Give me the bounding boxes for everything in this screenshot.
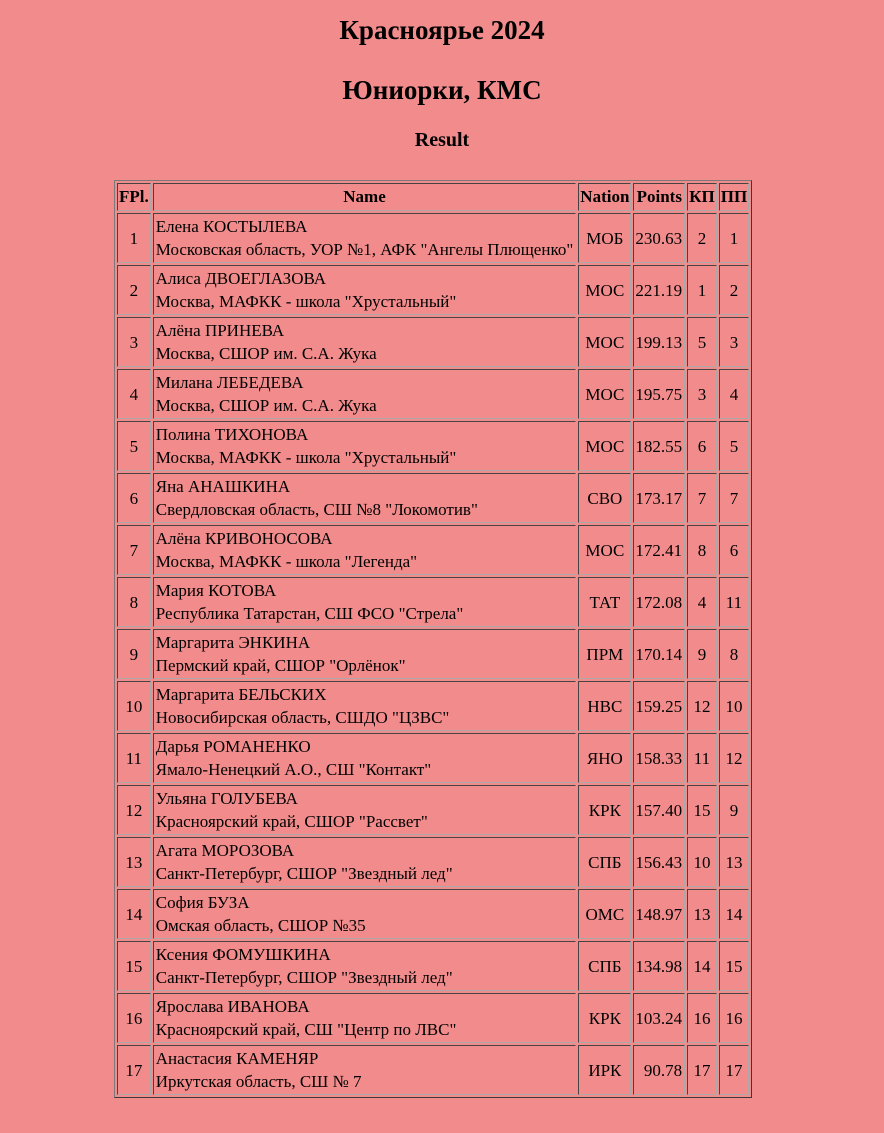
pp-cell: 2 (719, 265, 749, 315)
club-name: Москва, МАФКК - школа "Хрустальный" (155, 292, 457, 311)
kp-cell: 7 (687, 473, 717, 523)
nation-cell: МОБ (578, 213, 631, 263)
table-row (117, 213, 749, 263)
results-table (114, 180, 752, 1098)
name-cell (153, 785, 577, 835)
athlete-name: Мария КОТОВА (155, 581, 277, 600)
nation-cell: КРК (578, 785, 631, 835)
pp-cell: 8 (719, 629, 749, 679)
name-cell (153, 213, 577, 263)
place-cell: 13 (117, 837, 151, 887)
table-row (117, 525, 749, 575)
place-cell: 2 (117, 265, 151, 315)
pp-cell: 12 (719, 733, 749, 783)
athlete-name: Маргарита ЭНКИНА (155, 633, 311, 652)
section-title: Result (414, 129, 470, 151)
pp-cell: 1 (719, 213, 749, 263)
results-table-header (117, 183, 749, 211)
club-name: Новосибирская область, СШДО "ЦЗВС" (155, 708, 450, 727)
points-cell: 148.97 (633, 889, 685, 939)
nation-cell: МОС (578, 317, 631, 367)
place-cell: 6 (117, 473, 151, 523)
athlete-name: Яна АНАШКИНА (155, 477, 291, 496)
club-name: Москва, СШОР им. С.А. Жука (155, 396, 377, 415)
club-name: Москва, СШОР им. С.А. Жука (155, 344, 377, 363)
header-points: Points (633, 183, 685, 211)
place-cell: 4 (117, 369, 151, 419)
nation-cell: ПРМ (578, 629, 631, 679)
points-cell: 199.13 (633, 317, 685, 367)
nation-cell: МОС (578, 525, 631, 575)
name-cell (153, 525, 577, 575)
table-row (117, 941, 749, 991)
table-row (117, 629, 749, 679)
name-cell (153, 317, 577, 367)
kp-cell: 3 (687, 369, 717, 419)
points-cell: 158.33 (633, 733, 685, 783)
name-cell (153, 421, 577, 471)
points-cell: 170.14 (633, 629, 685, 679)
name-cell (153, 265, 577, 315)
table-row (117, 317, 749, 367)
header-row (117, 183, 749, 211)
kp-cell: 16 (687, 993, 717, 1043)
pp-cell: 6 (719, 525, 749, 575)
place-cell: 10 (117, 681, 151, 731)
name-cell (153, 733, 577, 783)
kp-cell: 1 (687, 265, 717, 315)
athlete-name: Агата МОРОЗОВА (155, 841, 295, 860)
kp-cell: 2 (687, 213, 717, 263)
points-cell: 173.17 (633, 473, 685, 523)
kp-cell: 17 (687, 1045, 717, 1095)
place-cell: 14 (117, 889, 151, 939)
nation-cell: СВО (578, 473, 631, 523)
place-cell: 9 (117, 629, 151, 679)
pp-cell: 4 (719, 369, 749, 419)
place-cell: 11 (117, 733, 151, 783)
name-cell (153, 629, 577, 679)
nation-cell: СПБ (578, 837, 631, 887)
kp-cell: 9 (687, 629, 717, 679)
kp-cell: 13 (687, 889, 717, 939)
points-cell: 134.98 (633, 941, 685, 991)
table-row (117, 421, 749, 471)
pp-cell: 17 (719, 1045, 749, 1095)
points-cell: 221.19 (633, 265, 685, 315)
club-name: Санкт-Петербург, СШОР "Звездный лед" (155, 968, 453, 987)
points-cell: 156.43 (633, 837, 685, 887)
club-name: Иркутская область, СШ № 7 (155, 1072, 362, 1091)
table-row (117, 369, 749, 419)
page-header (0, 14, 884, 152)
name-cell (153, 577, 577, 627)
kp-cell: 15 (687, 785, 717, 835)
nation-cell: ИРК (578, 1045, 631, 1095)
kp-cell: 11 (687, 733, 717, 783)
nation-cell: КРК (578, 993, 631, 1043)
points-cell: 157.40 (633, 785, 685, 835)
athlete-name: Ярослава ИВАНОВА (155, 997, 310, 1016)
name-cell (153, 681, 577, 731)
points-cell: 159.25 (633, 681, 685, 731)
header-nation: Nation (578, 183, 631, 211)
results-table-body (117, 213, 749, 1095)
name-cell (153, 889, 577, 939)
place-cell: 16 (117, 993, 151, 1043)
points-cell: 182.55 (633, 421, 685, 471)
athlete-name: Ульяна ГОЛУБЕВА (155, 789, 298, 808)
athlete-name: Алиса ДВОЕГЛАЗОВА (155, 269, 327, 288)
place-cell: 3 (117, 317, 151, 367)
club-name: Санкт-Петербург, СШОР "Звездный лед" (155, 864, 453, 883)
table-row (117, 265, 749, 315)
nation-cell: МОС (578, 265, 631, 315)
nation-cell: МОС (578, 369, 631, 419)
nation-cell: ОМС (578, 889, 631, 939)
header-name: Name (153, 183, 577, 211)
name-cell (153, 369, 577, 419)
points-cell: 103.24 (633, 993, 685, 1043)
athlete-name: Алёна ПРИНЕВА (155, 321, 285, 340)
name-cell (153, 837, 577, 887)
nation-cell: МОС (578, 421, 631, 471)
place-cell: 1 (117, 213, 151, 263)
kp-cell: 12 (687, 681, 717, 731)
place-cell: 8 (117, 577, 151, 627)
place-cell: 5 (117, 421, 151, 471)
pp-cell: 16 (719, 993, 749, 1043)
nation-cell: ЯНО (578, 733, 631, 783)
nation-cell: СПБ (578, 941, 631, 991)
header-pp: ПП (719, 183, 749, 211)
kp-cell: 4 (687, 577, 717, 627)
kp-cell: 10 (687, 837, 717, 887)
category-title: Юниорки, КМС (342, 75, 542, 105)
header-kp: КП (687, 183, 717, 211)
place-cell: 17 (117, 1045, 151, 1095)
event-title: Красноярье 2024 (339, 15, 545, 45)
athlete-name: Полина ТИХОНОВА (155, 425, 309, 444)
club-name: Московская область, УОР №1, АФК "Ангелы Плющенко" (155, 240, 574, 259)
athlete-name: Анастасия КАМЕНЯР (155, 1049, 319, 1068)
pp-cell: 5 (719, 421, 749, 471)
athlete-name: Елена КОСТЫЛЕВА (155, 217, 308, 236)
table-row (117, 785, 749, 835)
pp-cell: 7 (719, 473, 749, 523)
pp-cell: 9 (719, 785, 749, 835)
table-row (117, 577, 749, 627)
kp-cell: 8 (687, 525, 717, 575)
table-row (117, 889, 749, 939)
name-cell (153, 993, 577, 1043)
table-row (117, 837, 749, 887)
place-cell: 12 (117, 785, 151, 835)
kp-cell: 5 (687, 317, 717, 367)
table-row (117, 1045, 749, 1095)
kp-cell: 6 (687, 421, 717, 471)
pp-cell: 15 (719, 941, 749, 991)
points-cell: 195.75 (633, 369, 685, 419)
club-name: Красноярский край, СШОР "Рассвет" (155, 812, 428, 831)
athlete-name: Дарья РОМАНЕНКО (155, 737, 311, 756)
table-row (117, 993, 749, 1043)
athlete-name: Маргарита БЕЛЬСКИХ (155, 685, 327, 704)
pp-cell: 10 (719, 681, 749, 731)
kp-cell: 14 (687, 941, 717, 991)
athlete-name: Ксения ФОМУШКИНА (155, 945, 331, 964)
points-cell: 172.41 (633, 525, 685, 575)
club-name: Ямало-Ненецкий А.О., СШ "Контакт" (155, 760, 432, 779)
name-cell (153, 1045, 577, 1095)
pp-cell: 13 (719, 837, 749, 887)
club-name: Республика Татарстан, СШ ФСО "Стрела" (155, 604, 464, 623)
name-cell (153, 473, 577, 523)
pp-cell: 11 (719, 577, 749, 627)
table-row (117, 733, 749, 783)
club-name: Красноярский край, СШ "Центр по ЛВС" (155, 1020, 457, 1039)
table-row (117, 473, 749, 523)
points-cell: 172.08 (633, 577, 685, 627)
place-cell: 7 (117, 525, 151, 575)
club-name: Омская область, СШОР №35 (155, 916, 366, 935)
place-cell: 15 (117, 941, 151, 991)
points-cell: 230.63 (633, 213, 685, 263)
athlete-name: Милана ЛЕБЕДЕВА (155, 373, 304, 392)
points-cell: 90.78 (633, 1045, 685, 1095)
nation-cell: ТАТ (578, 577, 631, 627)
name-cell (153, 941, 577, 991)
pp-cell: 3 (719, 317, 749, 367)
club-name: Москва, МАФКК - школа "Хрустальный" (155, 448, 457, 467)
pp-cell: 14 (719, 889, 749, 939)
athlete-name: Алёна КРИВОНОСОВА (155, 529, 333, 548)
athlete-name: София БУЗА (155, 893, 250, 912)
club-name: Пермский край, СШОР "Орлёнок" (155, 656, 406, 675)
nation-cell: НВС (578, 681, 631, 731)
header-fpl: FPl. (117, 183, 151, 211)
club-name: Москва, МАФКК - школа "Легенда" (155, 552, 418, 571)
table-row (117, 681, 749, 731)
club-name: Свердловская область, СШ №8 "Локомотив" (155, 500, 478, 519)
